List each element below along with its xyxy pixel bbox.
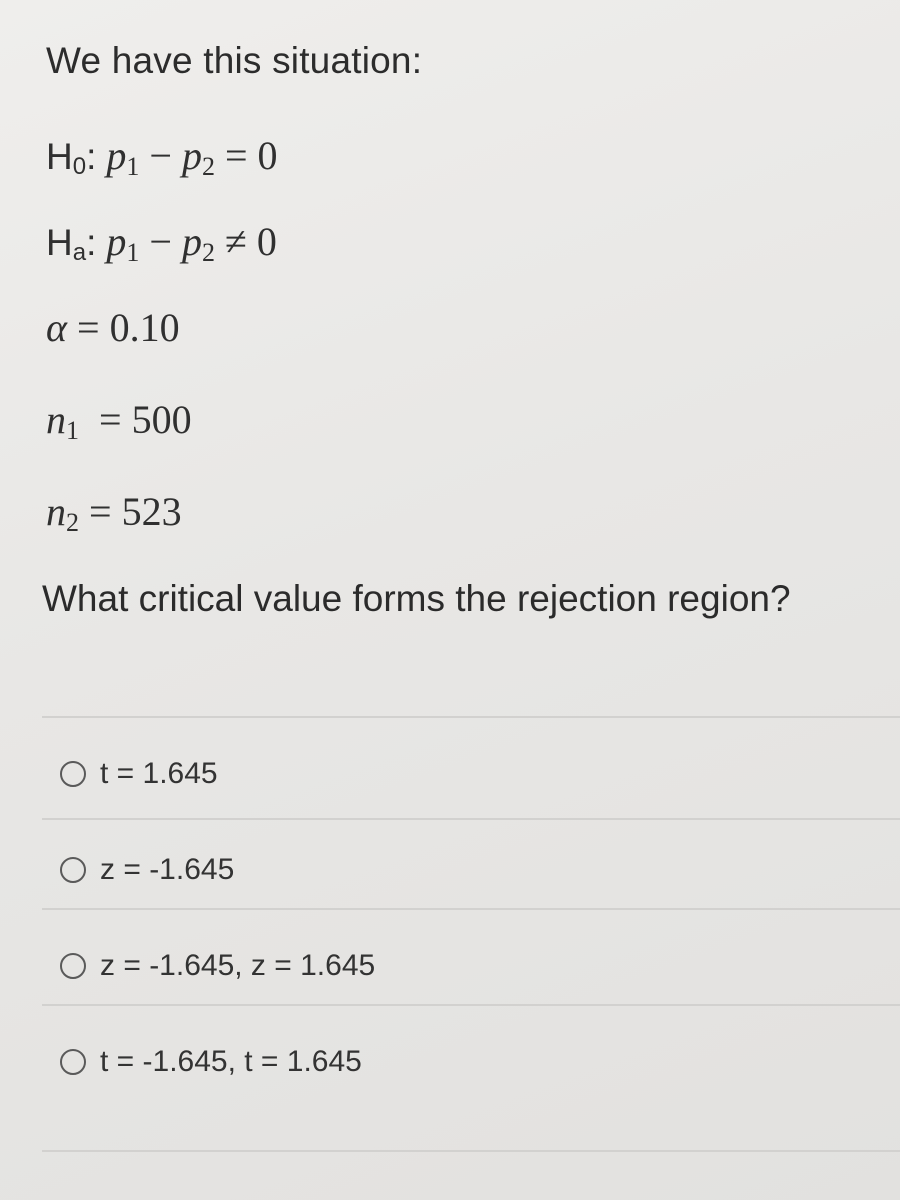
- question-text: What critical value forms the rejection region?: [42, 578, 791, 619]
- n2-subscript: 2: [66, 508, 79, 537]
- null-value: 0: [257, 133, 278, 178]
- alternative-hypothesis-label: [46, 222, 97, 266]
- divider: [42, 1004, 900, 1006]
- null-hypothesis-subscript: 0: [72, 153, 87, 180]
- radio-button[interactable]: [60, 857, 86, 883]
- answer-option[interactable]: [60, 949, 375, 983]
- n1-subscript: 1: [66, 416, 79, 445]
- answer-option[interactable]: [60, 757, 218, 791]
- n1-symbol: n: [46, 397, 66, 442]
- divider: [42, 1150, 900, 1152]
- alternative-hypothesis-subscript: a: [72, 239, 87, 266]
- answer-option[interactable]: [60, 853, 234, 887]
- alt-p2-symbol: p: [181, 219, 202, 264]
- alt-relation: ≠: [224, 219, 247, 264]
- radio-button[interactable]: [60, 761, 86, 787]
- null-p2-symbol: p: [181, 133, 202, 178]
- n1-value: 500: [131, 397, 192, 442]
- alpha-line: [46, 304, 180, 351]
- n1-relation: =: [99, 397, 122, 442]
- null-hypothesis-h: H: [46, 136, 73, 177]
- n2-line: [46, 488, 182, 538]
- null-hypothesis: [46, 132, 278, 182]
- null-p2-subscript: 2: [201, 152, 215, 181]
- alternative-hypothesis: [46, 218, 277, 268]
- n2-relation: =: [89, 489, 112, 534]
- alpha-relation: =: [77, 305, 100, 350]
- null-p1-subscript: 1: [126, 152, 140, 181]
- alt-p1-subscript: 1: [126, 238, 140, 267]
- alpha-value: 0.10: [109, 305, 180, 350]
- n1-line: [46, 396, 192, 446]
- alt-p1-symbol: p: [106, 219, 127, 264]
- alternative-hypothesis-colon: :: [86, 222, 97, 263]
- alpha-symbol: α: [46, 305, 67, 350]
- alt-value: 0: [256, 219, 277, 264]
- null-hypothesis-label: [46, 136, 97, 180]
- divider: [42, 716, 900, 718]
- divider: [42, 818, 900, 820]
- null-p1-symbol: p: [106, 133, 127, 178]
- alt-minus-sign: −: [149, 219, 172, 264]
- null-minus-sign: −: [149, 133, 172, 178]
- answer-option-label: z = -1.645, z = 1.645: [100, 949, 376, 982]
- answer-option-label: t = -1.645, t = 1.645: [100, 1045, 362, 1078]
- n2-symbol: n: [46, 489, 66, 534]
- answer-option-label: t = 1.645: [100, 757, 218, 790]
- answer-option-label: z = -1.645: [100, 853, 235, 886]
- radio-button[interactable]: [60, 953, 86, 979]
- radio-button[interactable]: [60, 1049, 86, 1075]
- null-hypothesis-colon: :: [86, 136, 97, 177]
- n2-value: 523: [121, 489, 182, 534]
- divider: [42, 908, 900, 910]
- intro-text: We have this situation:: [46, 40, 423, 81]
- null-relation: =: [224, 133, 248, 178]
- alternative-hypothesis-h: H: [46, 222, 73, 263]
- answer-option[interactable]: [60, 1045, 362, 1079]
- alt-p2-subscript: 2: [201, 238, 215, 267]
